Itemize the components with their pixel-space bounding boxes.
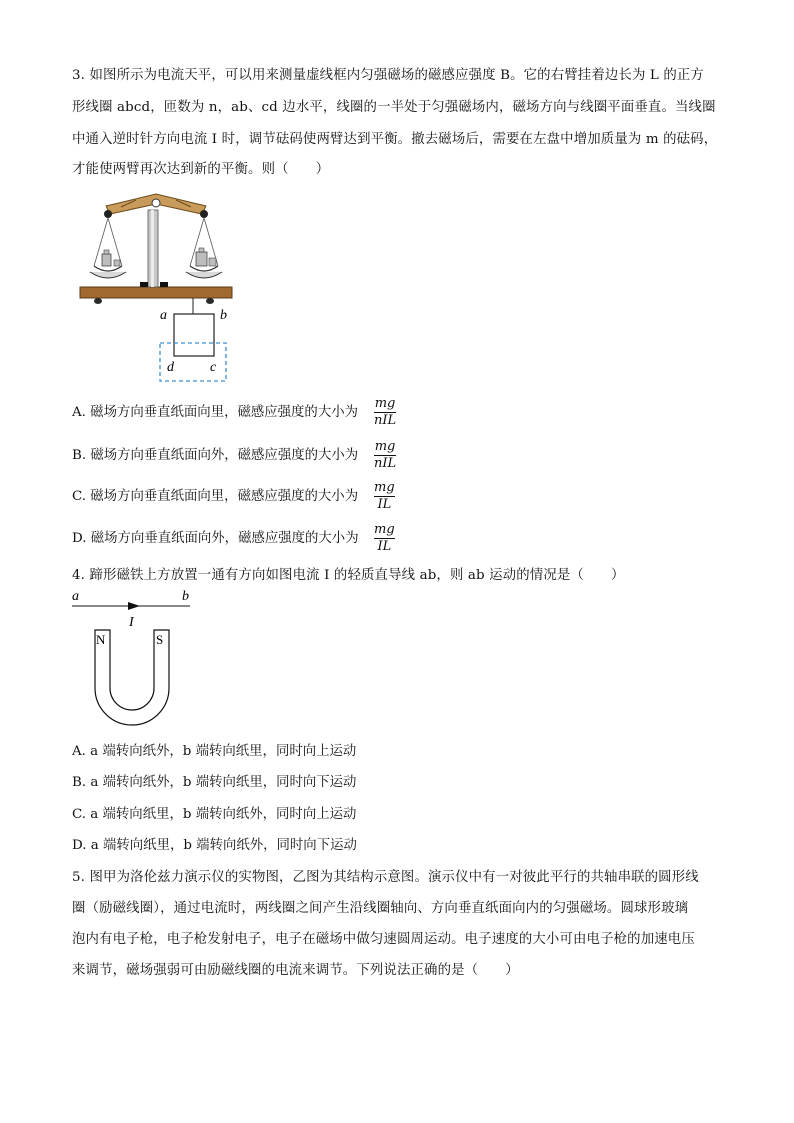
q3-line-4: 才能使两臂再次达到新的平衡。则（ ）: [72, 162, 330, 177]
horseshoe-magnet-figure: [68, 588, 198, 738]
q3-line-2: 形线圈 abcd，匝数为 n，ab、cd 边水平，线圈的一半处于匀强磁场内，磁场方向与线圈平面垂直。当线圈: [72, 100, 716, 115]
left-pan: [90, 218, 126, 278]
base-foot-right: [206, 298, 214, 304]
coil-label-d: d: [167, 360, 174, 375]
coil-label-c: c: [210, 360, 217, 375]
magnet-pole-s: S: [156, 632, 164, 647]
q3-line-3: 中通入逆时针方向电流 I 时，调节砝码使两臂达到平衡。撤去磁场后，需要在左盘中增加质量为 m 的砝码，: [72, 132, 718, 147]
balance-base: [80, 287, 232, 298]
magnet-pole-n: N: [96, 632, 106, 647]
q5-line-2: 圈（励磁线圈），通过电流时，两线圈之间产生沿线圈轴向、方向垂直纸面向内的匀强磁场。圆球形玻璃: [72, 901, 689, 916]
wire-label-b: b: [182, 589, 189, 604]
q5-line-3: 泡内有电子枪，电子枪发射电子，电子在磁场中做匀速圆周运动。电子速度的大小可由电子枪的加速电压: [72, 932, 695, 947]
q4-option-d: D. a 端转向纸里，b 端转向纸外，同时向下运动: [72, 838, 357, 853]
base-foot-left: [94, 298, 102, 304]
q4-line-1: 4. 蹄形磁铁上方放置一通有方向如图电流 I 的轻质直导线 ab，则 ab 运动的情况是（ ）: [72, 568, 625, 583]
q3-option-d: D. 磁场方向垂直纸面向外，磁感应强度的大小为: [72, 531, 359, 546]
current-label-i: I: [129, 615, 134, 630]
q5-line-4: 来调节，磁场强弱可由励磁线圈的电流来调节。下列说法正确的是（ ）: [72, 963, 519, 978]
q3-option-c-fraction: mg IL: [374, 480, 395, 512]
current-balance-figure: [76, 192, 236, 387]
coil-label-a: a: [160, 308, 167, 323]
q4-option-c: C. a 端转向纸里，b 端转向纸外，同时向上运动: [72, 807, 357, 822]
q3-option-a-fraction: mg nIL: [374, 396, 397, 428]
q5-line-1: 5. 图甲为洛伦兹力演示仪的实物图，乙图为其结构示意图。演示仪中有一对彼此平行的共轴串联的圆形线: [72, 870, 699, 885]
coil-label-b: b: [220, 308, 227, 323]
current-arrow: [128, 602, 140, 610]
square-coil: [174, 314, 214, 356]
q3-option-b-fraction: mg nIL: [374, 439, 397, 471]
wire-label-a: a: [72, 589, 79, 604]
right-pan: [186, 218, 222, 278]
q3-option-a: A. 磁场方向垂直纸面向里，磁感应强度的大小为: [72, 405, 358, 420]
q3-option-c: C. 磁场方向垂直纸面向里，磁感应强度的大小为: [72, 489, 359, 504]
q3-option-d-fraction: mg IL: [374, 522, 395, 554]
q3-option-b: B. 磁场方向垂直纸面向外，磁感应强度的大小为: [72, 448, 359, 463]
q4-option-a: A. a 端转向纸外，b 端转向纸里，同时向上运动: [72, 744, 357, 759]
q4-option-b: B. a 端转向纸外，b 端转向纸里，同时向下运动: [72, 775, 357, 790]
q3-line-1: 3. 如图所示为电流天平，可以用来测量虚线框内匀强磁场的磁感应强度 B。它的右臂挂着边长为 L 的正方: [72, 68, 704, 83]
